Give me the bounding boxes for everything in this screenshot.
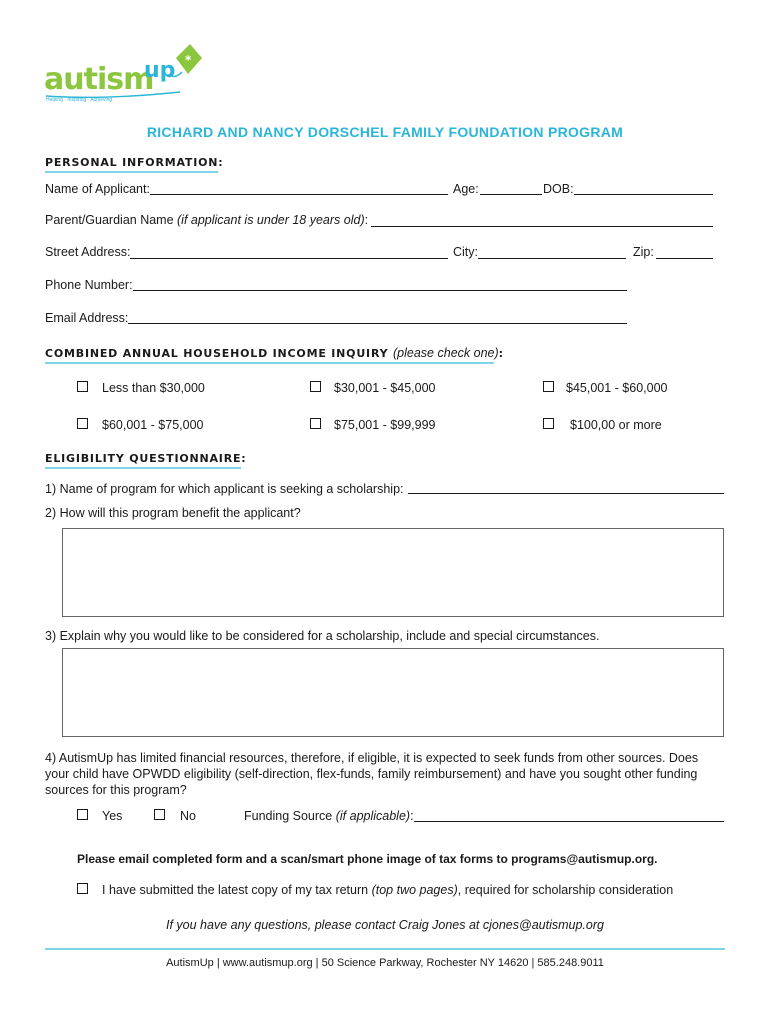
question-2: 2) How will this program benefit the applicant?	[45, 506, 301, 520]
dob-label: DOB:	[543, 182, 574, 196]
income-checkbox[interactable]	[310, 418, 321, 429]
tax-return-checkbox[interactable]	[77, 883, 88, 894]
logo-tagline: Helping · Inspiring · Achieving	[46, 97, 113, 103]
income-checkbox[interactable]	[543, 418, 554, 429]
income-option-label: $30,001 - $45,000	[334, 381, 436, 395]
income-option-label: $75,001 - $99,999	[334, 418, 436, 432]
logo-up-text: up	[144, 58, 176, 83]
contact-note: If you have any questions, please contact Craig Jones at cjones@autismup.org	[166, 918, 604, 932]
age-label: Age:	[453, 182, 479, 196]
income-option-label: $45,001 - $60,000	[566, 381, 668, 395]
question-4-line: your child have OPWDD eligibility (self-direction, flex-funds, family reimbursement) and have you sought other funding	[45, 767, 698, 781]
svg-text:*: *	[185, 53, 192, 67]
benefit-answer-box[interactable]	[62, 528, 724, 617]
tax-suffix: , required for scholarship consideration	[457, 883, 674, 897]
question-3: 3) Explain why you would like to be considered for a scholarship, include and special circumstances.	[45, 629, 600, 643]
street-address-label: Street Address:	[45, 245, 131, 259]
zip-label: Zip:	[633, 245, 654, 259]
income-checkbox[interactable]	[310, 381, 321, 392]
question-4	[45, 750, 698, 798]
funding-source-field[interactable]	[414, 821, 724, 822]
tax-italic: (top two pages)	[371, 883, 458, 897]
city-field[interactable]	[478, 258, 626, 259]
section-rule	[45, 467, 241, 469]
logo-kite-icon	[172, 44, 202, 78]
circumstances-answer-box[interactable]	[62, 648, 724, 737]
zip-field[interactable]	[656, 258, 713, 259]
section-heading-income	[45, 346, 504, 360]
footer-address: AutismUp | www.autismup.org | 50 Science Parkway, Rochester NY 14620 | 585.248.9011	[166, 957, 604, 969]
age-field[interactable]	[480, 194, 542, 195]
tax-return-statement	[102, 883, 673, 897]
tax-prefix: I have submitted the latest copy of my tax return	[102, 883, 372, 897]
section-heading-personal: PERSONAL INFORMATION:	[45, 156, 224, 169]
income-option-label: $60,001 - $75,000	[102, 418, 204, 432]
question-4-line: 4) AutismUp has limited financial resources, therefore, if eligible, it is expected to seek funds from other sources. Does	[45, 751, 699, 765]
footer-rule	[45, 948, 725, 950]
income-heading-text: COMBINED ANNUAL HOUSEHOLD INCOME INQUIRY	[45, 347, 389, 360]
section-rule	[45, 171, 218, 173]
no-checkbox[interactable]	[154, 809, 165, 820]
funding-note: (if applicable)	[335, 809, 411, 823]
applicant-name-label: Name of Applicant:	[45, 182, 150, 196]
income-colon: :	[498, 347, 504, 360]
email-instructions: Please email completed form and a scan/smart phone image of tax forms to programs@autismup.org.	[77, 852, 658, 866]
guardian-name-field[interactable]	[371, 226, 713, 227]
phone-field[interactable]	[133, 290, 627, 291]
city-label: City:	[453, 245, 478, 259]
yes-label: Yes	[102, 809, 123, 823]
guardian-label	[45, 213, 368, 227]
guardian-colon: :	[364, 213, 369, 227]
section-heading-eligibility: ELIGIBILITY QUESTIONNAIRE:	[45, 452, 247, 465]
income-checkbox[interactable]	[543, 381, 554, 392]
email-label: Email Address:	[45, 311, 129, 325]
email-field[interactable]	[128, 323, 627, 324]
dob-field[interactable]	[574, 194, 713, 195]
funding-label-text: Funding Source	[244, 809, 336, 823]
guardian-note: (if applicant is under 18 years old)	[177, 213, 365, 227]
income-checkbox[interactable]	[77, 381, 88, 392]
funding-colon: :	[410, 809, 414, 823]
question-1: 1) Name of program for which applicant is seeking a scholarship:	[45, 482, 404, 496]
guardian-label-text: Parent/Guardian Name	[45, 213, 178, 227]
logo	[44, 53, 204, 104]
income-option-label: $100,00 or more	[570, 418, 662, 432]
applicant-name-field[interactable]	[150, 194, 448, 195]
no-label: No	[180, 809, 196, 823]
section-rule	[45, 362, 494, 364]
income-checkbox[interactable]	[77, 418, 88, 429]
income-note: (please check one)	[393, 346, 499, 360]
yes-checkbox[interactable]	[77, 809, 88, 820]
form-title: RICHARD AND NANCY DORSCHEL FAMILY FOUNDATION PROGRAM	[146, 124, 624, 140]
income-option-label: Less than $30,000	[102, 381, 205, 395]
logo-wordmark: autism	[44, 62, 154, 97]
program-name-field[interactable]	[408, 493, 724, 494]
street-address-field[interactable]	[130, 258, 448, 259]
phone-label: Phone Number:	[45, 278, 133, 292]
question-4-line: sources for this program?	[45, 783, 187, 797]
funding-source-label	[244, 809, 414, 823]
